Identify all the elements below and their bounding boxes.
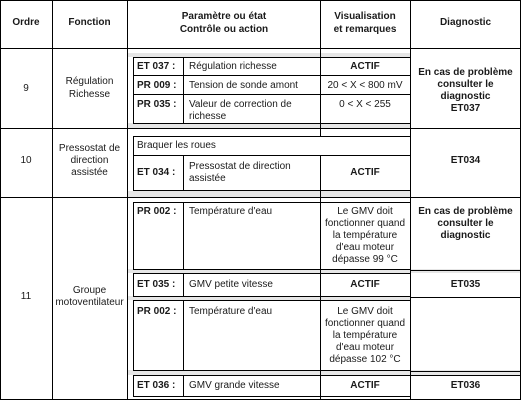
row11-pr002b-remark-2: fonctionner quand bbox=[324, 318, 406, 329]
param-box-11a-sep bbox=[183, 202, 184, 270]
row10-label-2: assistée bbox=[189, 173, 226, 184]
row9-p1-value: ACTIF bbox=[350, 61, 380, 72]
param-box-11c-sep bbox=[183, 300, 184, 371]
vis-box-9-h1 bbox=[320, 75, 411, 76]
row9-p1-label: Régulation richesse bbox=[189, 61, 277, 72]
row11-diag-3: diagnostic bbox=[440, 230, 491, 241]
row9-bottom bbox=[0, 128, 521, 129]
row9-fonction-1: Régulation bbox=[65, 76, 114, 87]
row10-label-1: Pressostat de direction bbox=[189, 161, 291, 172]
row11-et036-diagnostic: ET036 bbox=[450, 380, 481, 391]
row9-p2-label: Tension de sonde amont bbox=[189, 80, 298, 91]
row10-fonction-2: direction bbox=[70, 155, 109, 166]
row11-pr002b-remark-1: Le GMV doit bbox=[337, 306, 393, 317]
header-parametre-2: Contrôle ou action bbox=[179, 24, 269, 35]
row11-pr002a-label: Température d'eau bbox=[189, 206, 273, 217]
row9-p3-label-1: Valeur de correction de bbox=[189, 99, 292, 110]
row9-p3-code: PR 035 : bbox=[137, 99, 177, 110]
diag-sep-11a bbox=[410, 270, 521, 271]
row10-fonction-3: assistée bbox=[71, 167, 108, 178]
row11-diag-2: consulter le bbox=[437, 218, 494, 229]
row11-pr002b-label: Température d'eau bbox=[189, 306, 273, 317]
param-box-9-h1 bbox=[133, 75, 321, 76]
row11-pr002a-code: PR 002 : bbox=[137, 206, 177, 217]
row9-diag-2: consulter le bbox=[437, 79, 494, 90]
row11-et036-label: GMV grande vitesse bbox=[189, 380, 280, 391]
row9-diag-1: En cas de problème bbox=[418, 67, 513, 78]
row11-pr002a-remark-2: fonctionner quand bbox=[324, 218, 406, 229]
row11-pr002b-code: PR 002 : bbox=[137, 306, 177, 317]
row11-pr002b-remark-4: d'eau moteur bbox=[335, 342, 395, 353]
row10-bottom bbox=[0, 197, 521, 198]
row11-diag-1: En cas de problème bbox=[418, 206, 513, 217]
col-sep-1 bbox=[52, 0, 53, 400]
header-visualisation-1: Visualisation bbox=[334, 11, 396, 22]
row11-et036-code: ET 036 : bbox=[137, 380, 176, 391]
header-ordre: Ordre bbox=[12, 17, 40, 28]
row11-et036-value: ACTIF bbox=[350, 380, 380, 391]
row9-p3-label-2: richesse bbox=[189, 111, 227, 122]
row9-ordre: 9 bbox=[23, 83, 29, 94]
param-box-9-sep bbox=[183, 57, 184, 124]
row10-diagnostic: ET034 bbox=[450, 155, 481, 166]
row10-value: ACTIF bbox=[350, 167, 380, 178]
row11-pr002a-remark-1: Le GMV doit bbox=[337, 206, 393, 217]
row11-pr002b-remark-3: la température bbox=[332, 330, 398, 341]
row11-ordre: 11 bbox=[20, 291, 32, 302]
row11-fonction-2: motoventilateur bbox=[55, 297, 124, 308]
row9-diag-3: diagnostic bbox=[440, 91, 491, 102]
header-parametre-1: Paramètre ou état bbox=[181, 11, 267, 22]
diag-sep-11d bbox=[410, 375, 521, 376]
row11-pr002a-remark-4: d'eau moteur bbox=[335, 242, 395, 253]
row11-pr002a-remark-5: dépasse 99 °C bbox=[332, 254, 398, 265]
row10-action: Braquer les roues bbox=[137, 140, 216, 151]
row9-diag-4: ET037 bbox=[450, 103, 481, 114]
row11-et035-value: ACTIF bbox=[350, 279, 380, 290]
header-fonction: Fonction bbox=[68, 17, 111, 28]
row9-fonction-2: Richesse bbox=[68, 89, 111, 100]
row10-fonction-1: Pressostat de bbox=[58, 143, 121, 154]
row9-p2-code: PR 009 : bbox=[137, 80, 177, 91]
param-box-9-h2 bbox=[133, 94, 321, 95]
row11-et035-label: GMV petite vitesse bbox=[189, 279, 273, 290]
param-box-10-sep bbox=[183, 155, 184, 191]
col-sep-2 bbox=[127, 0, 128, 400]
header-bottom bbox=[0, 48, 521, 49]
row10-ordre: 10 bbox=[20, 155, 32, 166]
row11-pr002a-remark-3: la température bbox=[332, 230, 398, 241]
row9-p2-value: 20 < X < 800 mV bbox=[327, 80, 403, 91]
row9-p1-code: ET 037 : bbox=[137, 61, 176, 72]
param-box-11d-sep bbox=[183, 375, 184, 397]
row9-p3-value: 0 < X < 255 bbox=[339, 99, 391, 110]
row10-code: ET 034 : bbox=[137, 167, 176, 178]
row11-fonction-1: Groupe bbox=[72, 285, 107, 296]
diag-sep-11c bbox=[410, 371, 521, 372]
row11-et035-code: ET 035 : bbox=[137, 279, 176, 290]
header-diagnostic: Diagnostic bbox=[439, 17, 492, 28]
vis-box-9-h2 bbox=[320, 94, 411, 95]
header-visualisation-2: et remarques bbox=[333, 24, 397, 35]
row11-pr002b-remark-5: dépasse 102 °C bbox=[329, 354, 401, 365]
param-box-11b-sep bbox=[183, 273, 184, 297]
diag-sep-11b bbox=[410, 297, 521, 298]
row11-et035-diagnostic: ET035 bbox=[450, 279, 481, 290]
